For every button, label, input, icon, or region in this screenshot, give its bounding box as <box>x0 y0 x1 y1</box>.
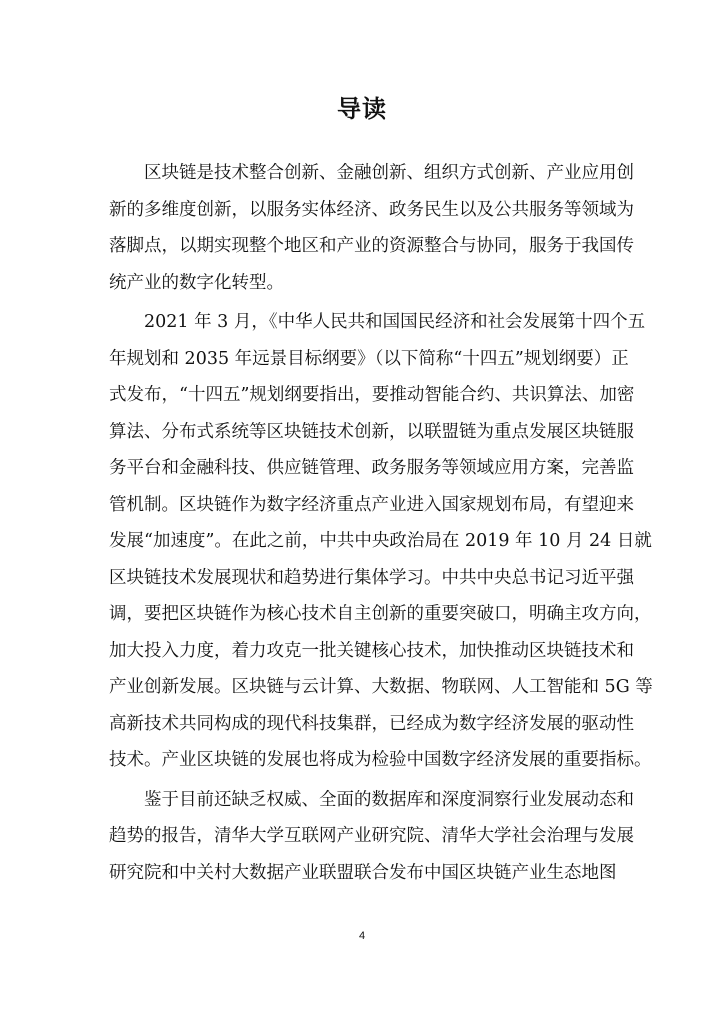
text-line: 新的多维度创新，以服务实体经济、政务民生以及公共服务等领域为 <box>109 199 634 220</box>
text-line: 区块链技术发展现状和趋势进行集体学习。中共中央总书记习近平强 <box>109 567 634 588</box>
text-line: 区块链是技术整合创新、金融创新、组织方式创新、产业应用创 <box>109 163 634 183</box>
text-line: 务平台和金融科技、供应链管理、政务服务等领域应用方案，完善监 <box>109 458 634 478</box>
text-line: 统产业的数字化转型。 <box>109 272 284 293</box>
text-line: 研究院和中关村大数据产业联盟联合发布中国区块链产业生态地图 <box>109 862 617 883</box>
text-line: 管机制。区块链作为数字经济重点产业进入国家规划布局，有望迎来 <box>109 494 634 515</box>
text-line: 趋势的报告，清华大学互联网产业研究院、清华大学社会治理与发展 <box>109 826 634 846</box>
body-text <box>109 155 653 891</box>
text-line: 加大投入力度，着力攻克一批关键核心技术，加快推动区块链技术和 <box>109 640 634 661</box>
text-line: 发展“加速度”。在此之前，中共中央政治局在 2019 年 10 月 24 日就 <box>109 531 652 551</box>
text-line: 调，要把区块链作为核心技术自主创新的重要突破口，明确主攻方向， <box>109 604 652 624</box>
text-line: 技术。产业区块链的发展也将成为检验中国数字经济发展的重要指标。 <box>109 750 652 770</box>
page-number: 4 <box>358 930 366 942</box>
page-title: 导读 <box>337 95 387 123</box>
text-line: 鉴于目前还缺乏权威、全面的数据库和深度洞察行业发展动态和 <box>109 789 634 810</box>
text-line: 落脚点，以期实现整个地区和产业的资源整合与协同，服务于我国传 <box>109 236 634 256</box>
paragraph-3 <box>109 782 634 892</box>
paragraph-2 <box>109 304 653 779</box>
text-line: 产业创新发展。区块链与云计算、大数据、物联网、人工智能和 5G 等 <box>109 677 653 697</box>
text-line: 式发布，“十四五”规划纲要指出，要推动智能合约、共识算法、加密 <box>109 385 635 405</box>
text-line: 2021 年 3 月，《中华人民共和国国民经济和社会发展第十四个五 <box>109 312 646 332</box>
text-line: 年规划和 2035 年远景目标纲要》（以下简称“十四五”规划纲要）正 <box>109 348 629 369</box>
paragraph-1 <box>109 155 634 301</box>
text-line: 高新技术共同构成的现代科技集群，已经成为数字经济发展的驱动性 <box>109 713 634 734</box>
text-line: 算法、分布式系统等区块链技术创新，以联盟链为重点发展区块链服 <box>109 421 634 442</box>
